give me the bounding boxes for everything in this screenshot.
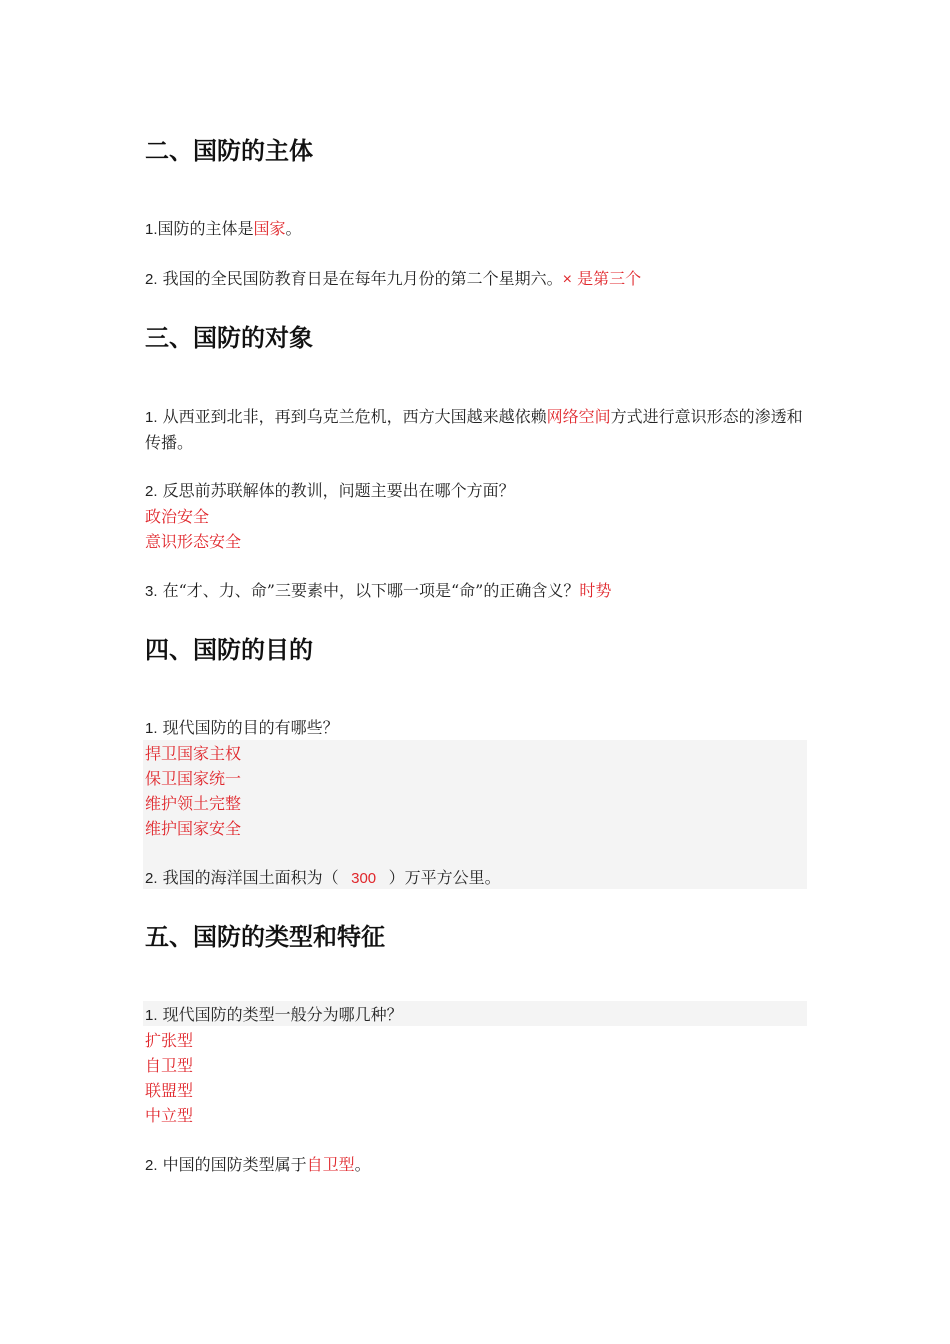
answer-line: 政治安全 (145, 507, 210, 526)
question-item (145, 478, 515, 504)
question-number: 2. (145, 271, 158, 288)
question-item (145, 865, 501, 891)
section-heading: 四、国防的目的 (145, 636, 313, 664)
answer-line: 维护领土完整 (145, 794, 242, 813)
answer-line: 自卫型 (145, 1056, 194, 1075)
wrong-mark-icon: × (562, 271, 572, 288)
answer-text: 是第三个 (577, 269, 642, 288)
question-item (145, 578, 611, 604)
answer-line: 保卫国家统一 (145, 769, 242, 788)
answer-line: 捍卫国家主权 (145, 744, 242, 763)
punctuation: 。 (354, 1155, 371, 1174)
question-text: 在“才、力、命”三要素中，以下哪一项是“命”的正确含义？ (162, 581, 580, 600)
question-text: ）万平方公里。 (388, 868, 501, 887)
question-number: 3. (145, 583, 158, 600)
question-item (145, 216, 302, 242)
question-item (145, 266, 641, 292)
question-number: 2. (145, 483, 158, 500)
answer-text: 时势 (579, 581, 612, 600)
question-text: 从西亚到北非，再到乌克兰危机，西方大国越来越依赖 (162, 407, 547, 426)
question-number: 2. (145, 870, 158, 887)
question-text: 现代国防的类型一般分为哪几种？ (162, 1005, 403, 1024)
answer-text: 自卫型 (306, 1155, 355, 1174)
question-text: 现代国防的目的有哪些？ (162, 718, 339, 737)
section-heading: 三、国防的对象 (145, 324, 313, 352)
question-text: 中国的国防类型属于 (162, 1155, 307, 1174)
answer-text: 网络空间 (546, 407, 611, 426)
question-text: 国防的主体是 (157, 219, 254, 238)
punctuation: 。 (285, 219, 302, 238)
question-item (145, 715, 339, 741)
question-number: 2. (145, 1157, 158, 1174)
answer-line: 扩张型 (145, 1031, 194, 1050)
answer-line: 联盟型 (145, 1081, 194, 1100)
section-heading: 五、国防的类型和特征 (145, 923, 385, 951)
section-heading: 二、国防的主体 (145, 137, 313, 165)
answer-text: 300 (351, 870, 377, 887)
question-number: 1. (145, 1007, 158, 1024)
question-item (145, 1152, 371, 1178)
question-text: 我国的全民国防教育日是在每年九月份的第二个星期六。 (162, 269, 563, 288)
question-number: 1. (145, 221, 158, 238)
answer-line: 意识形态安全 (145, 532, 242, 551)
question-item (145, 1002, 403, 1028)
question-number: 1. (145, 720, 158, 737)
answer-line: 维护国家安全 (145, 819, 242, 838)
question-number: 1. (145, 409, 158, 426)
question-item (145, 404, 807, 455)
question-text: 反思前苏联解体的教训，问题主要出在哪个方面？ (162, 481, 515, 500)
question-text: 方式进行意识形态的渗透和传播。 (145, 407, 803, 452)
question-text: 我国的海洋国土面积为（ (162, 868, 339, 887)
answer-text: 国家 (253, 219, 286, 238)
answer-line: 中立型 (145, 1106, 194, 1125)
